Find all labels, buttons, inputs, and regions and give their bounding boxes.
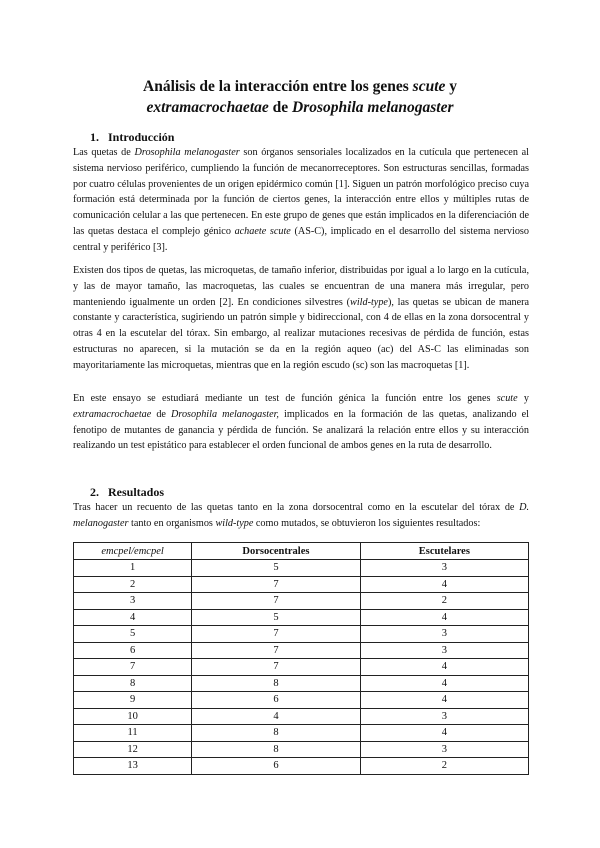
table-header-emcpel: emcpel/emcpel <box>74 543 192 560</box>
table-cell-escutelares: 4 <box>360 675 528 692</box>
document-title-line-1 <box>60 76 540 97</box>
table-row <box>74 626 529 643</box>
table-cell-dorsocentrales: 7 <box>192 626 361 643</box>
section-title: Resultados <box>108 485 165 499</box>
table-body <box>74 560 529 775</box>
table-cell-individual: 4 <box>74 609 192 626</box>
table-cell-escutelares: 3 <box>360 708 528 725</box>
results-paragraph-1: Tras hacer un recuento de las quetas tanto en la zona dorsocentral como en la escutelar del tórax de D. melanogaster tanto en organismos wild-type como mutados, se obtuvieron los siguientes resultados: <box>73 502 529 529</box>
table-header-row <box>74 543 529 560</box>
table-row <box>74 741 529 758</box>
table-cell-dorsocentrales: 7 <box>192 642 361 659</box>
table-row <box>74 758 529 775</box>
section-heading-results <box>90 485 164 500</box>
intro-paragraph-3: En este ensayo se estudiará mediante un test de función génica la función entre los genes scute y extramacrochaetae de Drosophila melanogaster, implicados en la formación de las quetas, analizando el fenotipo de mutantes de ganancia y pérdida de función. Se analizará la relación entre ellos y su interacción realizando un test epistático para establecer el orden funcional de ambos genes en la ruta de desarrollo. <box>73 393 530 452</box>
table-row <box>74 593 529 610</box>
table-row <box>74 659 529 676</box>
table-cell-escutelares: 2 <box>360 593 528 610</box>
table-row <box>74 725 529 742</box>
title-species: Drosophila melanogaster <box>292 99 454 116</box>
table-cell-dorsocentrales: 8 <box>192 741 361 758</box>
table-cell-dorsocentrales: 8 <box>192 725 361 742</box>
table-cell-dorsocentrales: 5 <box>192 609 361 626</box>
table-cell-individual: 12 <box>74 741 192 758</box>
table-cell-individual: 3 <box>74 593 192 610</box>
table-header-dorsocentrales: Dorsocentrales <box>192 543 361 560</box>
results-table <box>73 542 529 775</box>
table-row <box>74 692 529 709</box>
table-cell-escutelares: 3 <box>360 560 528 577</box>
table-cell-escutelares: 4 <box>360 725 528 742</box>
table-cell-individual: 6 <box>74 642 192 659</box>
table-cell-escutelares: 4 <box>360 576 528 593</box>
title-gene-scute: scute <box>412 78 446 95</box>
table-cell-individual: 7 <box>74 659 192 676</box>
table-cell-escutelares: 2 <box>360 758 528 775</box>
table-cell-individual: 1 <box>74 560 192 577</box>
table-cell-individual: 11 <box>74 725 192 742</box>
intro-paragraph-2: Existen dos tipos de quetas, las microquetas, de tamaño inferior, distribuidas por igual a lo largo en la cutícula, y las de mayor tamaño, las macroquetas, las cuales se encuentran de una manera más irregular, pero manteniendo igualmente un orden [2]. En condiciones silvestres (wild-type), las quetas se ubican de manera constante y característica, sugiriendo un patrón simple y bidireccional, con 4 de ellas en la zona dorsocentral y otras 4 en la escutelar del tórax. Sin embargo, al realizar mutaciones recesivas de pérdida de función, estas estructuras no aparecen, si la mutación se da en la región aqueo (ac) del AS-C las eliminadas son mayoritariamente las microquetas, mientras que en la región escudo (sc) son las macroquetas [1]. <box>73 265 530 371</box>
table-cell-escutelares: 3 <box>360 741 528 758</box>
title-text: y <box>445 78 457 95</box>
document-title-line-2 <box>60 97 540 118</box>
title-text: de <box>268 99 293 116</box>
table-cell-escutelares: 4 <box>360 609 528 626</box>
table-header-escutelares: Escutelares <box>360 543 528 560</box>
section-number: 2. <box>90 485 99 499</box>
table-cell-dorsocentrales: 6 <box>192 758 361 775</box>
table-cell-dorsocentrales: 5 <box>192 560 361 577</box>
table-cell-escutelares: 4 <box>360 659 528 676</box>
table-row <box>74 708 529 725</box>
table-row <box>74 609 529 626</box>
section-title: Introducción <box>108 130 175 144</box>
table-cell-dorsocentrales: 7 <box>192 659 361 676</box>
section-heading-intro <box>90 130 174 145</box>
intro-paragraph-1: Las quetas de Drosophila melanogaster son órganos sensoriales localizados en la cutícula que pertenecen al sistema nervioso periférico, cumpliendo la función de mecanorreceptores. Son estructuras sencillas, formadas por cuatro células provenientes de un origen epidérmico común [1]. Siguen un patrón morfológico preciso cuya formación está determinada por la función de ciertos genes, la interacción entre ellos y múltiples rutas de comunicación celular a las que pertenecen. En este grupo de genes que están implicados en la diferenciación de las quetas destaca el complejo génico achaete scute (AS-C), implicado en el desarrollo del sistema nervioso central y periférico [3]. <box>73 147 529 253</box>
table-row <box>74 576 529 593</box>
table-cell-individual: 13 <box>74 758 192 775</box>
table-row <box>74 560 529 577</box>
table-cell-individual: 5 <box>74 626 192 643</box>
table-cell-dorsocentrales: 6 <box>192 692 361 709</box>
table-cell-individual: 8 <box>74 675 192 692</box>
table-cell-individual: 10 <box>74 708 192 725</box>
table-row <box>74 675 529 692</box>
table-cell-individual: 2 <box>74 576 192 593</box>
table-cell-escutelares: 3 <box>360 626 528 643</box>
table-cell-dorsocentrales: 4 <box>192 708 361 725</box>
table-cell-escutelares: 3 <box>360 642 528 659</box>
title-gene-emc: extramacrochaetae <box>146 99 269 116</box>
section-number: 1. <box>90 130 99 144</box>
title-text: Análisis de la interacción entre los genes <box>143 78 413 95</box>
table-row <box>74 642 529 659</box>
table-cell-dorsocentrales: 7 <box>192 593 361 610</box>
table-cell-dorsocentrales: 7 <box>192 576 361 593</box>
table-cell-individual: 9 <box>74 692 192 709</box>
table-cell-dorsocentrales: 8 <box>192 675 361 692</box>
table-cell-escutelares: 4 <box>360 692 528 709</box>
